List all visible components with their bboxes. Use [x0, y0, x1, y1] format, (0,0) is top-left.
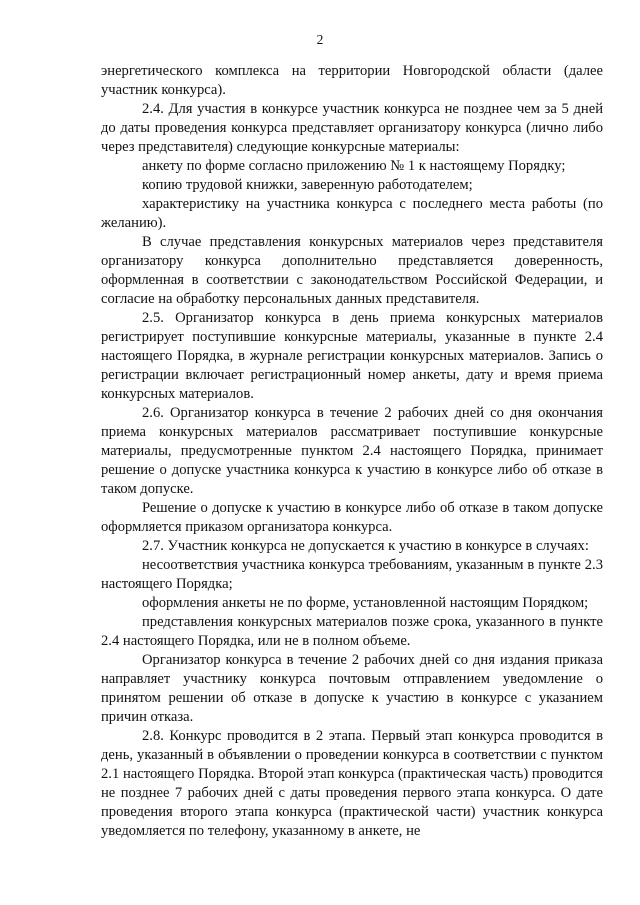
paragraph-10: 2.7. Участник конкурса не допускается к участию в конкурсе в случаях:: [142, 538, 589, 554]
paragraph-12: оформления анкеты не по форме, установленной настоящим Порядком;: [142, 595, 589, 611]
paragraph-2: 2.4. Для участия в конкурсе участник конкурса не позднее чем за 5 дней до даты проведения конкурса представляет организатору конкурса (лично либо через представителя) следующие конкурсные материалы:: [101, 101, 603, 155]
paragraph-8: 2.6. Организатор конкурса в течение 2 рабочих дней со дня окончания приема конкурсных материалов рассматривает поступившие конкурсные материалы, предусмотренные пунктом 2.4 настоящего Порядка, принимает решение о допуске участника конкурса к участию в конкурсе либо об отказе в таком допуске.: [101, 405, 603, 497]
paragraph-1: энергетического комплекса на территории Новгородской области (далее участник конкурса).: [101, 63, 603, 98]
document-body: [101, 62, 603, 841]
paragraph-5: характеристику на участника конкурса с последнего места работы (по желанию).: [101, 196, 603, 231]
paragraph-9: Решение о допуске к участию в конкурсе либо об отказе в таком допуске оформляется приказом организатора конкурса.: [101, 500, 603, 535]
page-number: 2: [316, 32, 324, 47]
paragraph-4: копию трудовой книжки, заверенную работодателем;: [142, 177, 473, 193]
paragraph-11: несоответствия участника конкурса требованиям, указанным в пункте 2.3 настоящего Порядка;: [101, 557, 603, 592]
paragraph-6: В случае представления конкурсных материалов через представителя организатору конкурса дополнительно представляется доверенность, оформленная в соответствии с законодательством Российской Федерации, и согласие на обработку персональных данных представителя.: [101, 234, 603, 307]
paragraph-7: 2.5. Организатор конкурса в день приема конкурсных материалов регистрирует поступившие конкурсные материалы, указанные в пункте 2.4 настоящего Порядка, в журнале регистрации конкурсных материалов. Запись о регистрации включает регистрационный номер анкеты, дату и время приема конкурсных материалов.: [101, 310, 603, 402]
paragraph-14: Организатор конкурса в течение 2 рабочих дней со дня издания приказа направляет участнику конкурса почтовым отправлением уведомление о принятом решении об отказе в допуске к участию в конкурсе с указанием причин отказа.: [101, 652, 603, 725]
paragraph-3: анкету по форме согласно приложению № 1 к настоящему Порядку;: [142, 158, 566, 174]
paragraph-15: 2.8. Конкурс проводится в 2 этапа. Первый этап конкурса проводится в день, указанный в объявлении о проведении конкурса в соответствии с пунктом 2.1 настоящего Порядка. Второй этап конкурса (практическая часть) проводится не позднее 7 рабочих дней с даты проведения первого этапа конкурса. О дате проведения второго этапа конкурса (практической части) участник конкурса уведомляется по телефону, указанному в анкете, не: [101, 728, 603, 839]
paragraph-13: представления конкурсных материалов позже срока, указанного в пункте 2.4 настоящего Порядка, или не в полном объеме.: [101, 614, 603, 649]
